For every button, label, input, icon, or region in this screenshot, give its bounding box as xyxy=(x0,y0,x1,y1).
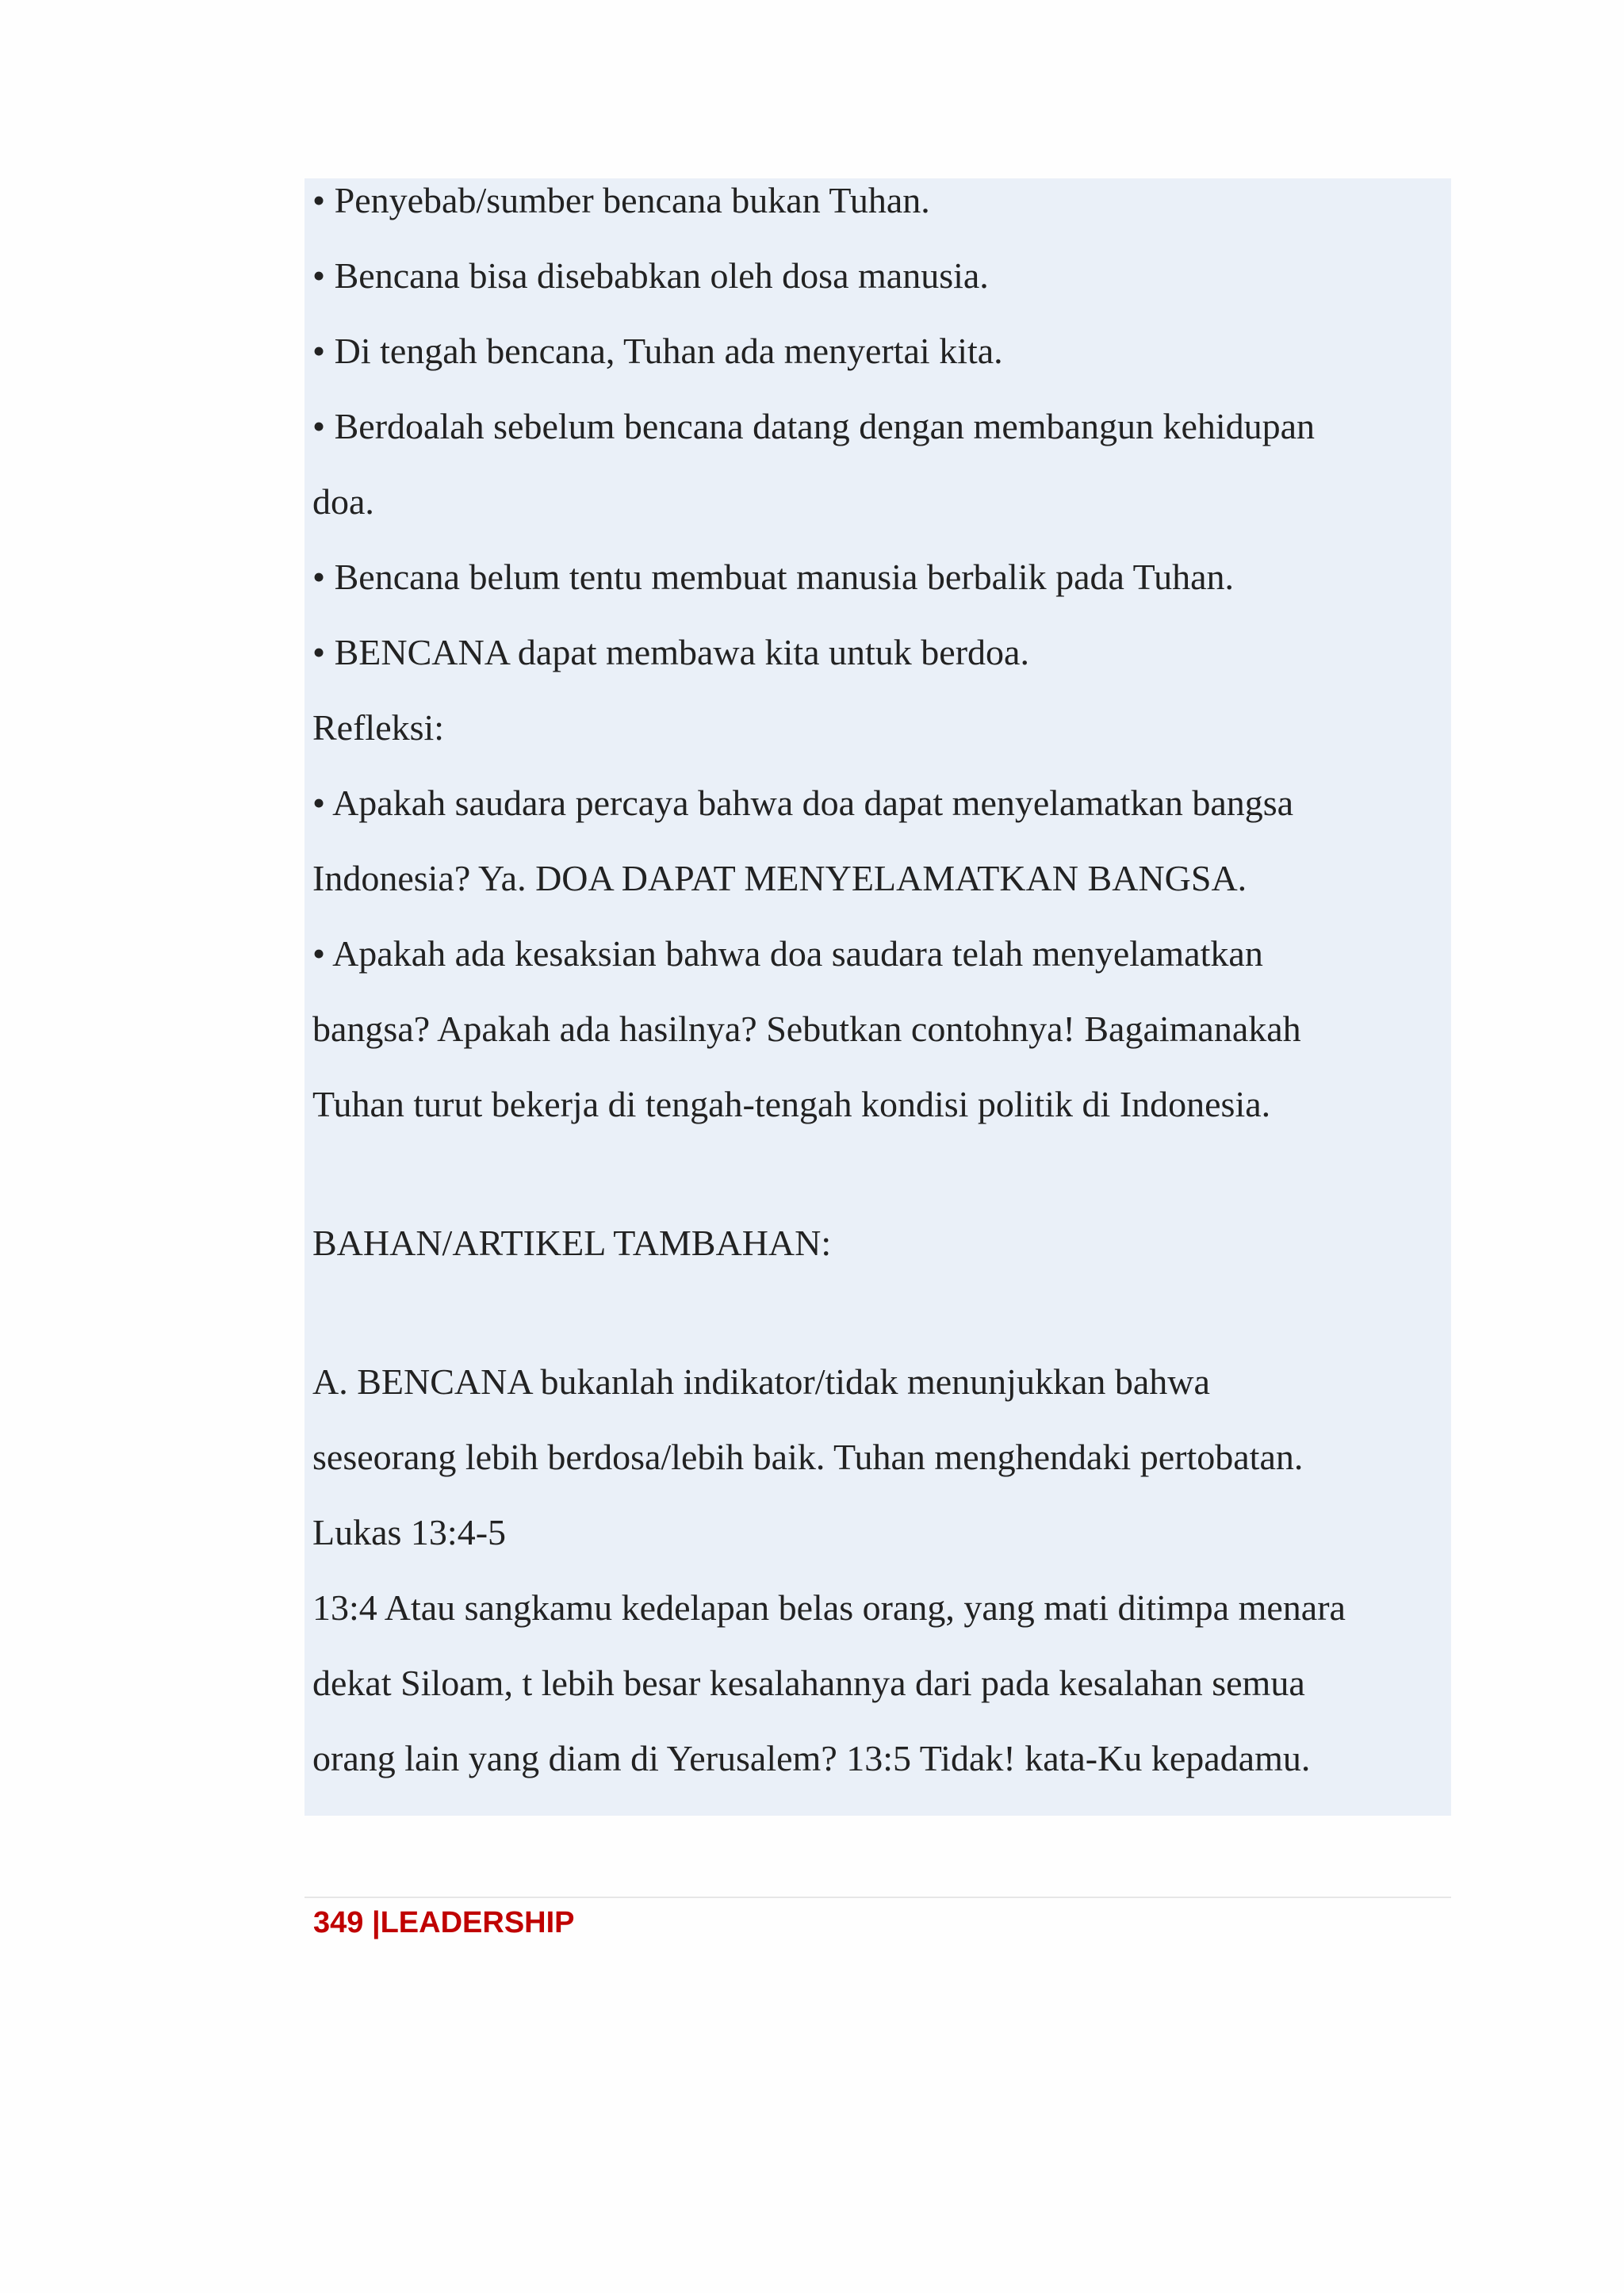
scripture-line-2: dekat Siloam, t lebih besar kesalahannya dari pada kesalahan semua xyxy=(312,1663,1305,1703)
bullet-line-4: • Berdoalah sebelum bencana datang dengan membangun kehidupan xyxy=(312,406,1316,446)
scripture-reference: Lukas 13:4-5 xyxy=(312,1512,507,1552)
bullet-line-6: • BENCANA dapat membawa kita untuk berdoa. xyxy=(312,632,1029,672)
scripture-line-1: 13:4 Atau sangkamu kedelapan belas orang, yang mati ditimpa menara xyxy=(312,1587,1346,1628)
reflection-line-3: • Apakah ada kesaksian bahwa doa saudara telah menyelamatkan xyxy=(312,933,1263,974)
article-line-1: A. BENCANA bukanlah indikator/tidak menunjukkan bahwa xyxy=(312,1361,1210,1402)
article-line-2: seseorang lebih berdosa/lebih baik. Tuhan menghendaki pertobatan. xyxy=(312,1437,1304,1477)
reflection-line-2: Indonesia? Ya. DOA DAPAT MENYELAMATKAN BANGSA. xyxy=(312,858,1247,898)
scripture-line-3: orang lain yang diam di Yerusalem? 13:5 Tidak! kata-Ku kepadamu. xyxy=(312,1738,1311,1778)
reflection-line-1: • Apakah saudara percaya bahwa doa dapat menyelamatkan bangsa xyxy=(312,783,1294,823)
bullet-line-5: • Bencana belum tentu membuat manusia berbalik pada Tuhan. xyxy=(312,557,1234,597)
bullet-line-4-cont: doa. xyxy=(312,481,374,522)
section-heading: BAHAN/ARTIKEL TAMBAHAN: xyxy=(312,1223,832,1263)
bullet-line-1: • Penyebab/sumber bencana bukan Tuhan. xyxy=(312,180,930,220)
reflection-line-5: Tuhan turut bekerja di tengah-tengah kondisi politik di Indonesia. xyxy=(312,1084,1271,1124)
reflection-line-4: bangsa? Apakah ada hasilnya? Sebutkan contohnya! Bagaimanakah xyxy=(312,1009,1301,1049)
reflection-heading: Refleksi: xyxy=(312,707,445,748)
bullet-line-3: • Di tengah bencana, Tuhan ada menyertai kita. xyxy=(312,331,1003,371)
page-footer: 349 |LEADERSHIP xyxy=(313,1906,575,1939)
text-block xyxy=(304,178,1451,1816)
bullet-line-2: • Bencana bisa disebabkan oleh dosa manusia. xyxy=(312,255,989,296)
footer-divider xyxy=(304,1897,1451,1898)
